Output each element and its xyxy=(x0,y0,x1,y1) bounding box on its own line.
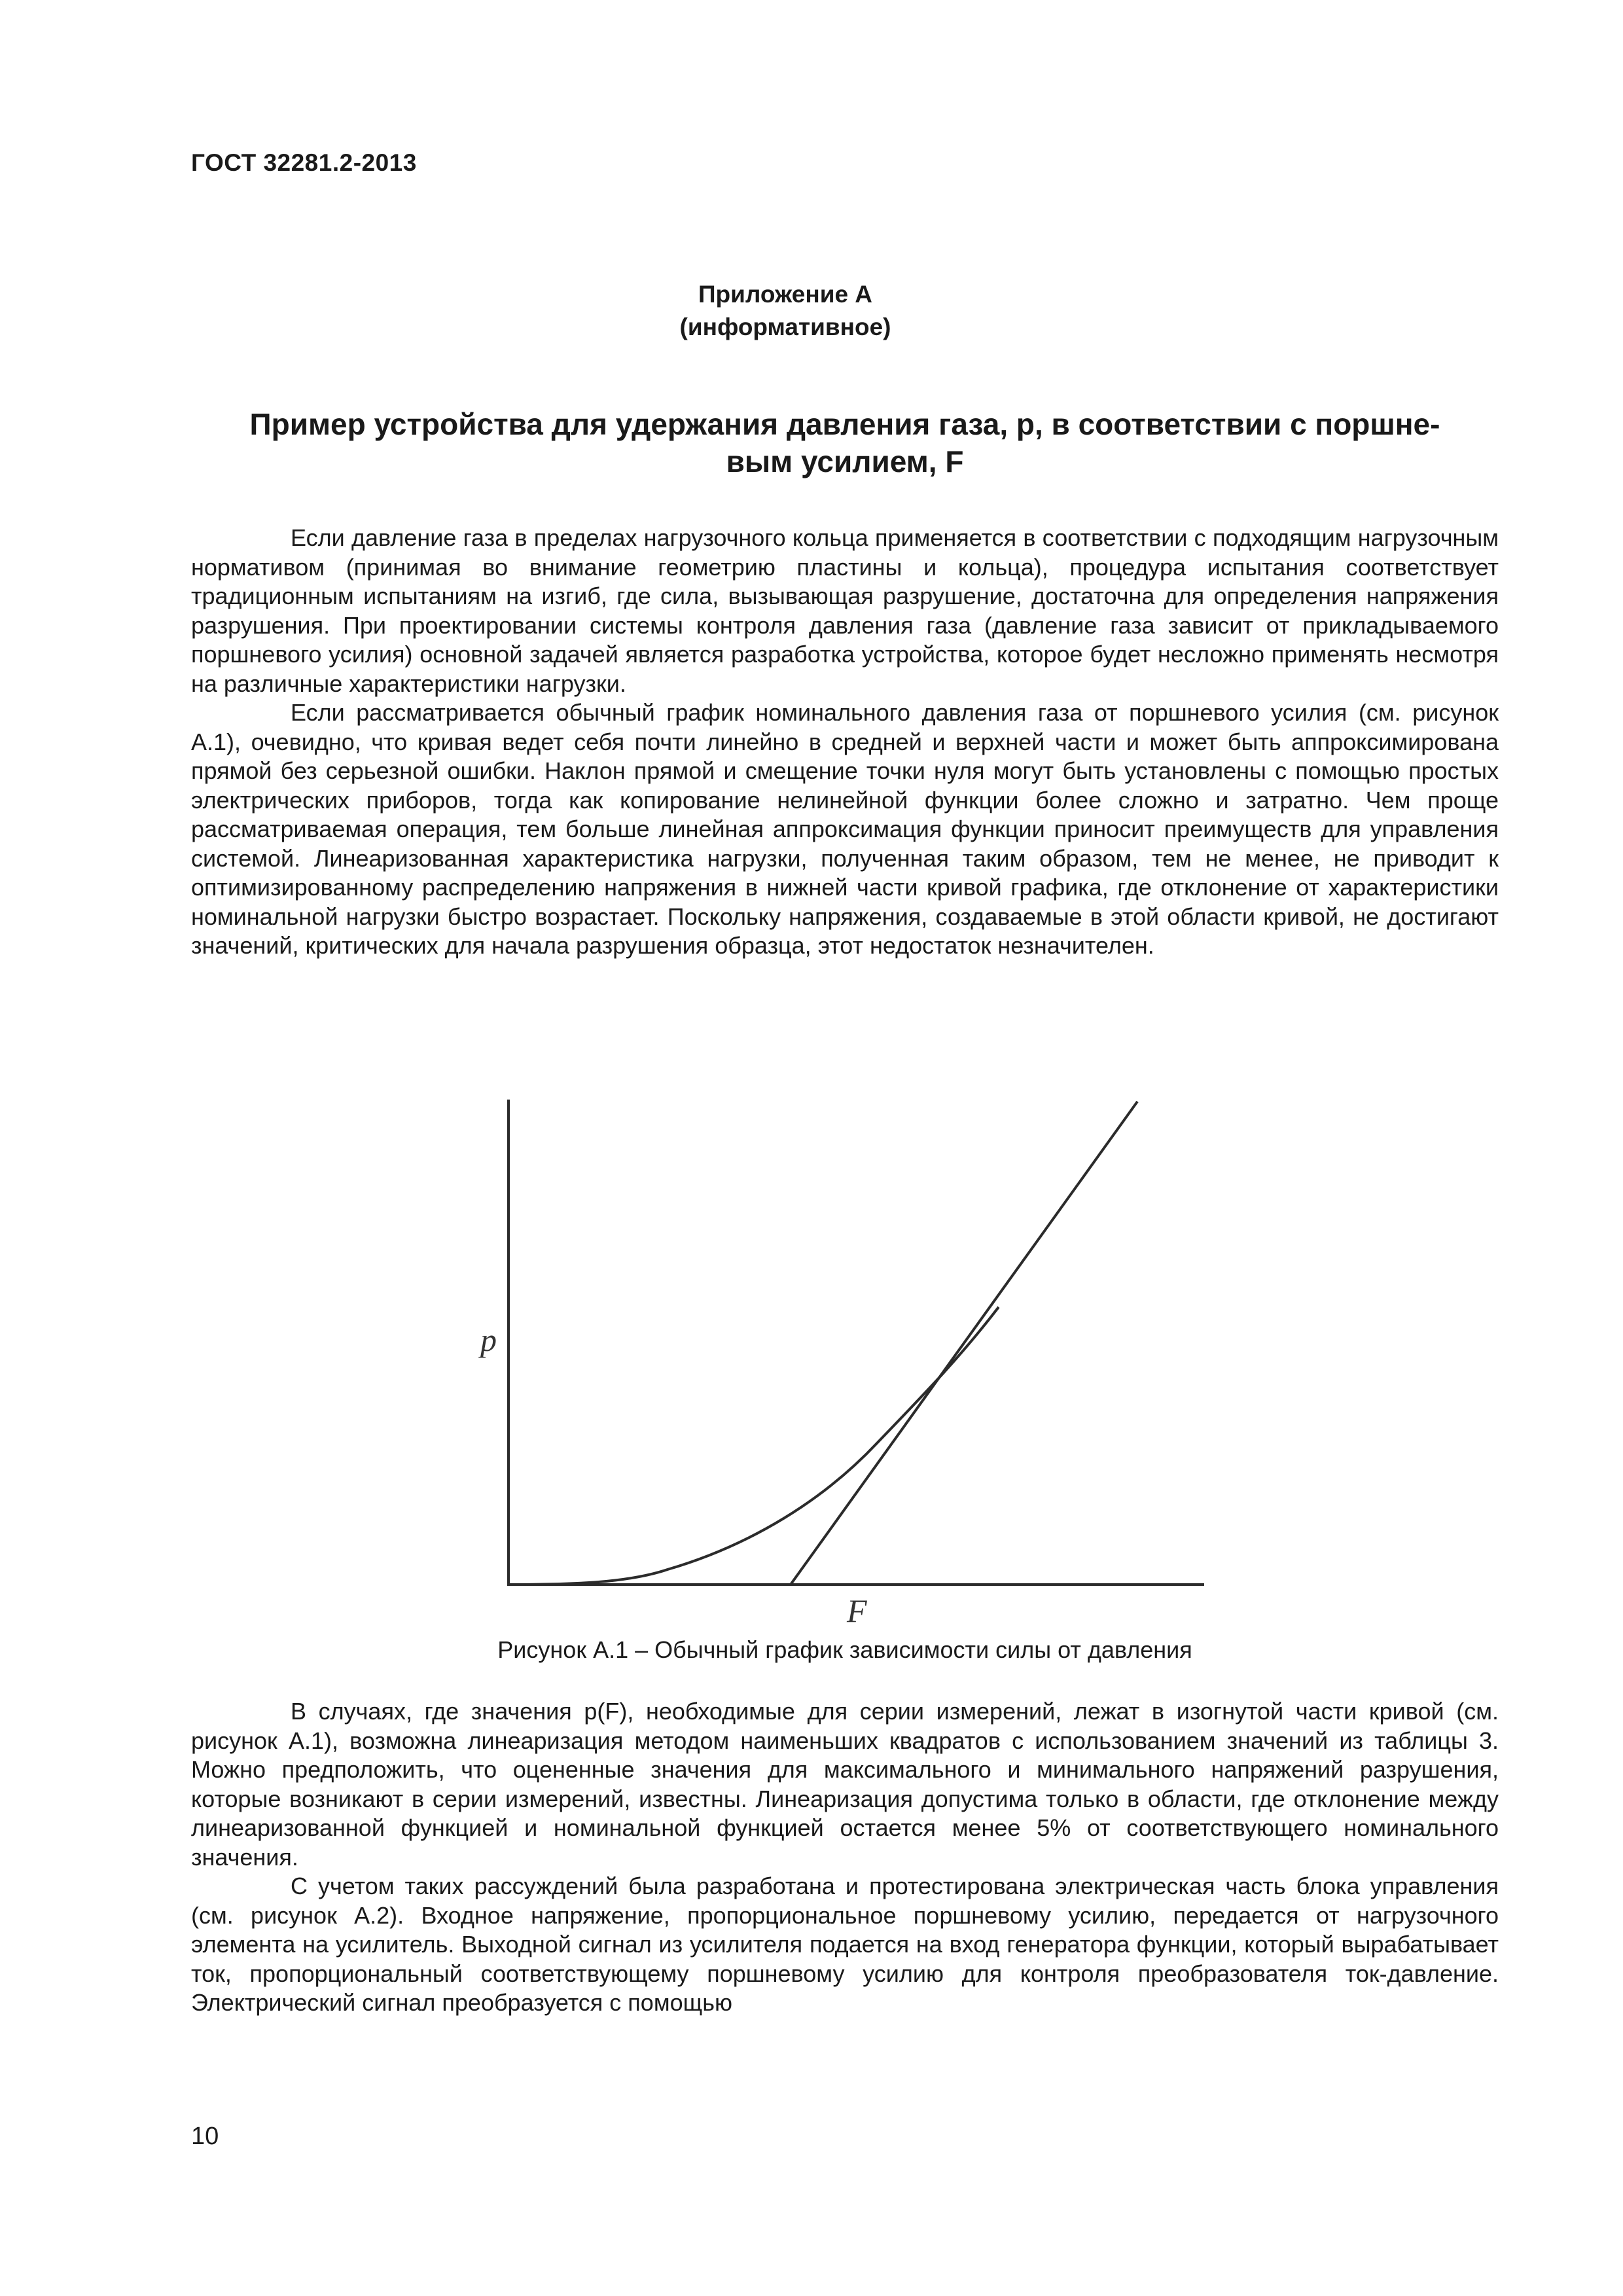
standard-code-header: ГОСТ 32281.2-2013 xyxy=(191,149,417,176)
y-axis-label: p xyxy=(480,1321,497,1358)
x-axis-label: F xyxy=(847,1592,867,1629)
body-text-top xyxy=(191,524,1499,961)
figure-caption: Рисунок А.1 – Обычный график зависимости силы от давления xyxy=(497,1636,1192,1663)
figure-a1 xyxy=(458,1086,1243,1649)
appendix-heading xyxy=(556,278,1014,344)
section-title-line-2: вым усилием, F xyxy=(726,444,964,478)
appendix-type: (информативное) xyxy=(679,314,891,340)
page-number: 10 xyxy=(191,2123,219,2150)
paragraph: В случаях, где значения p(F), необходимые для серии измерений, лежат в изогнутой части кривой (см. рисунок А.1), возможна линеаризация методом наименьших квадратов с использованием значений из таблицы 3. Можно предположить, что оцененные значения для максимального и минимального напряжений разрушения, которые возникают в серии измерений, известны. Линеаризация допустима только в области, где отклонение между линеаризованной функцией и номинальной функцией остается менее 5% от соответствующего номинального значения. xyxy=(191,1698,1499,1871)
paragraph: Если давление газа в пределах нагрузочного кольца применяется в соответствии с подходящим нагрузочным нормативом (принимая во внимание геометрию пластины и кольца), процедура испытания соответствует традиционным испытаниям на изгиб, где сила, вызывающая разрушение, достаточна для определения напряжения разрушения. При проектировании системы контроля давления газа (давление газа зависит от прикладываемого поршневого усилия) основной задачей является разработка устройства, которое будет несложно применять несмотря на различные характеристики нагрузки. xyxy=(191,524,1499,697)
appendix-label: Приложение А xyxy=(698,281,873,308)
section-title-line-1: Пример устройства для удержания давления газа, p, в соответствии с поршне- xyxy=(249,407,1440,441)
paragraph: Если рассматривается обычный график номинального давления газа от поршневого усилия (см. рисунок А.1), очевидно, что кривая ведет себя почти линейно в средней и верхней части и может быть аппроксимирована прямой без серьезной ошибки. Наклон прямой и смещение точки нуля могут быть установлены с помощью простых электрических приборов, тогда как копирование нелинейной функции более сложно и затратно. Чем проще рассматриваемая операция, тем больше линейная аппроксимация функции приносит преимуществ для управления системой. Линеаризованная характеристика нагрузки, полученная таким образом, тем не менее, не приводит к оптимизированному распределению напряжения в нижней части кривой графика, где отклонение от характеристики номинальной нагрузки быстро возрастает. Поскольку напряжения, создаваемые в этой области кривой, не достигают значений, критических для начала разрушения образца, этот недостаток незначителен. xyxy=(191,699,1499,959)
body-text-bottom xyxy=(191,1697,1499,2018)
linear-approximation-line xyxy=(791,1102,1137,1585)
figure-plot xyxy=(458,1086,1243,1649)
section-title xyxy=(191,406,1499,480)
paragraph: С учетом таких рассуждений была разработана и протестирована электрическая часть блока управления (см. рисунок А.2). Входное напряжение, пропорциональное поршневому усилию, передается от нагрузочного элемента на усилитель. Выходной сигнал из усилителя подается на вход генератора функции, который вырабатывает ток, пропорциональный соответствующему поршневому усилию для контроля преобразователя ток-давление. Электрический сигнал преобразуется с помощью xyxy=(191,1873,1499,2016)
nominal-curve xyxy=(508,1307,999,1585)
